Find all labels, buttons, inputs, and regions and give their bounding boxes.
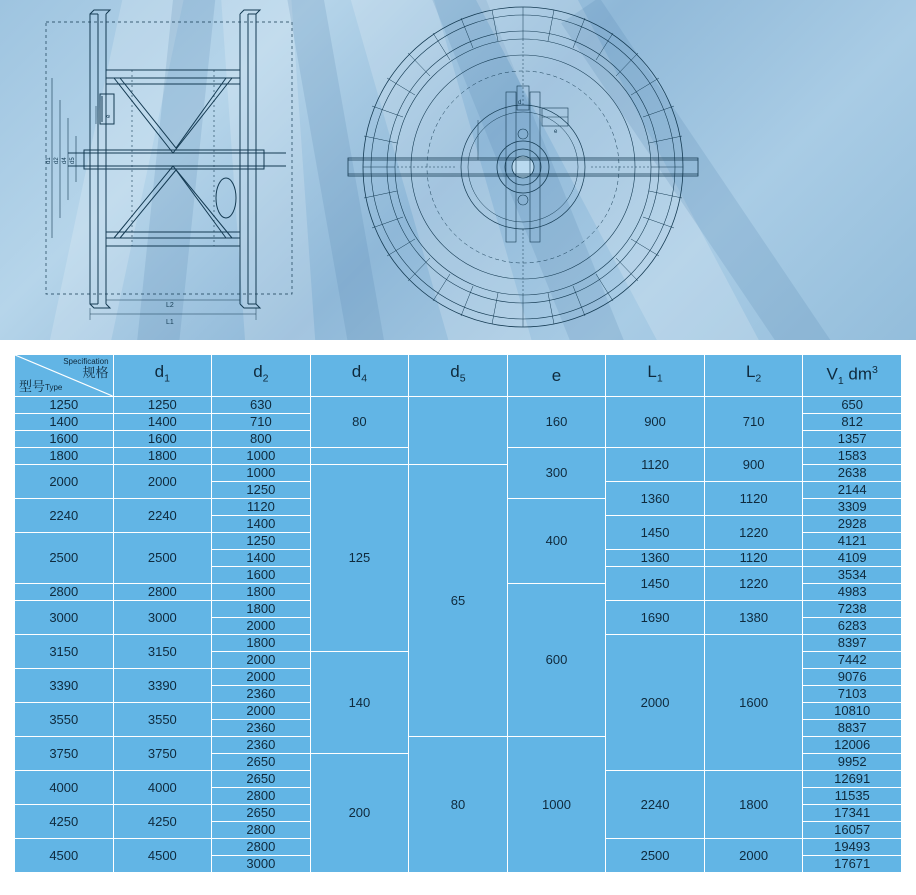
cell-d4: 200: [310, 754, 409, 873]
cell-d2: 1400: [212, 516, 311, 533]
cell-L1: 1690: [606, 601, 705, 635]
cell-L1: 1450: [606, 516, 705, 550]
cell-L2: 1800: [704, 771, 803, 839]
table-row: [15, 397, 902, 414]
cell-d2: 630: [212, 397, 311, 414]
cell-type: 2000: [15, 465, 114, 499]
cell-type: 1250: [15, 397, 114, 414]
cell-type: 1600: [15, 431, 114, 448]
cell-L2: 1220: [704, 567, 803, 601]
cell-V1: 2928: [803, 516, 902, 533]
cell-type: 4500: [15, 839, 114, 873]
cell-L2: 1120: [704, 482, 803, 516]
cell-V1: 7103: [803, 686, 902, 703]
header-specification-cn: 规格: [82, 365, 109, 380]
cell-d1: 4000: [113, 771, 212, 805]
header-L2: $L_2$: [704, 355, 803, 397]
cell-d2: 2650: [212, 754, 311, 771]
cell-d5: 65: [409, 465, 508, 737]
header-d1: $d_1$: [113, 355, 212, 397]
header-L1: $L_1$: [606, 355, 705, 397]
cell-V1: 3534: [803, 567, 902, 584]
cell-L2: 1220: [704, 516, 803, 550]
cell-d1: 2800: [113, 584, 212, 601]
cell-type: 4000: [15, 771, 114, 805]
dim-label-L1: L1: [166, 319, 174, 326]
cell-d2: 2000: [212, 652, 311, 669]
cell-d2: 1000: [212, 448, 311, 465]
cell-L1: 2000: [606, 635, 705, 771]
cell-d1: 4250: [113, 805, 212, 839]
cell-type: 3150: [15, 635, 114, 669]
cell-d2: 1000: [212, 465, 311, 482]
cell-d5: 80: [409, 737, 508, 873]
cell-d4: [310, 448, 409, 465]
cell-e: 1000: [507, 737, 606, 873]
cell-d1: 4500: [113, 839, 212, 873]
cell-e: 160: [507, 397, 606, 448]
cell-d4: 125: [310, 465, 409, 652]
cell-d2: 710: [212, 414, 311, 431]
side-elevation-drawing: [28, 8, 318, 326]
cell-L2: 1120: [704, 550, 803, 567]
header-d2: $d_2$: [212, 355, 311, 397]
cell-type: 3390: [15, 669, 114, 703]
cell-L2: 1600: [704, 635, 803, 771]
cell-d4: 80: [310, 397, 409, 448]
cell-d5: [409, 397, 508, 465]
cell-V1: 4109: [803, 550, 902, 567]
cell-type: 2240: [15, 499, 114, 533]
cell-e: 400: [507, 499, 606, 584]
cell-d2: 800: [212, 431, 311, 448]
cell-V1: 12691: [803, 771, 902, 788]
header-type-cn: 型号: [19, 379, 46, 394]
cell-e: 600: [507, 584, 606, 737]
header-type-en: Type: [45, 383, 63, 392]
cell-V1: 1357: [803, 431, 902, 448]
dim-label-d4: d4: [62, 157, 68, 164]
cell-d1: 3750: [113, 737, 212, 771]
cell-d1: 2240: [113, 499, 212, 533]
cell-d1: 2500: [113, 533, 212, 584]
cell-type: 3750: [15, 737, 114, 771]
cell-d2: 2800: [212, 839, 311, 856]
table-body: [15, 397, 902, 873]
cell-L2: 710: [704, 397, 803, 448]
cell-V1: 9952: [803, 754, 902, 771]
cell-d1: 3550: [113, 703, 212, 737]
cell-L1: 1360: [606, 550, 705, 567]
cell-type: 3550: [15, 703, 114, 737]
cell-d1: 1600: [113, 431, 212, 448]
cell-d1: 2000: [113, 465, 212, 499]
cell-V1: 650: [803, 397, 902, 414]
cell-V1: 4983: [803, 584, 902, 601]
cell-type: 4250: [15, 805, 114, 839]
cell-d1: 1250: [113, 397, 212, 414]
cell-d2: 2000: [212, 618, 311, 635]
cell-d2: 2800: [212, 822, 311, 839]
cell-V1: 16057: [803, 822, 902, 839]
header-V1: $V_1$ $dm^3$: [803, 355, 902, 397]
dim-label-d: d: [518, 100, 522, 106]
cell-d4: 140: [310, 652, 409, 754]
cell-d2: 2360: [212, 720, 311, 737]
cell-V1: 8397: [803, 635, 902, 652]
cell-L2: 2000: [704, 839, 803, 873]
cell-L1: 1450: [606, 567, 705, 601]
header-specification-en: Specification: [63, 357, 109, 366]
cell-type: 1800: [15, 448, 114, 465]
header-d5: $d_5$: [409, 355, 508, 397]
cell-L2: 1380: [704, 601, 803, 635]
cell-V1: 9076: [803, 669, 902, 686]
cell-d1: 1800: [113, 448, 212, 465]
cell-d2: 1250: [212, 533, 311, 550]
header-d4: $d_4$: [310, 355, 409, 397]
cell-d2: 1250: [212, 482, 311, 499]
cell-d2: 1120: [212, 499, 311, 516]
cell-d2: 3000: [212, 856, 311, 873]
cell-V1: 3309: [803, 499, 902, 516]
cell-V1: 4121: [803, 533, 902, 550]
cell-V1: 1583: [803, 448, 902, 465]
cell-L1: 1120: [606, 448, 705, 482]
cell-V1: 10810: [803, 703, 902, 720]
cell-d2: 2000: [212, 669, 311, 686]
cell-L2: 900: [704, 448, 803, 482]
cell-L1: 2500: [606, 839, 705, 873]
dim-label-d5: d5: [70, 157, 76, 164]
specification-table-wrapper: [0, 340, 916, 881]
cell-d2: 2000: [212, 703, 311, 720]
cell-V1: 17671: [803, 856, 902, 873]
cell-V1: 8837: [803, 720, 902, 737]
table-header-row: [15, 355, 902, 397]
cell-V1: 2144: [803, 482, 902, 499]
cell-type: 2500: [15, 533, 114, 584]
cell-d2: 2650: [212, 771, 311, 788]
technical-drawing-panel: [0, 0, 916, 340]
dim-label-d2: d2: [54, 157, 60, 164]
cell-e: 300: [507, 448, 606, 499]
cell-V1: 2638: [803, 465, 902, 482]
cell-d1: 3390: [113, 669, 212, 703]
cell-d2: 2650: [212, 805, 311, 822]
cell-d1: 1400: [113, 414, 212, 431]
cell-d2: 2360: [212, 737, 311, 754]
cell-d2: 1800: [212, 601, 311, 618]
cell-d1: 3000: [113, 601, 212, 635]
header-type-specification: [15, 355, 114, 397]
cell-L1: 900: [606, 397, 705, 448]
cell-V1: 11535: [803, 788, 902, 805]
cell-d2: 1600: [212, 567, 311, 584]
cell-L1: 2240: [606, 771, 705, 839]
cell-type: 1400: [15, 414, 114, 431]
cell-d2: 1400: [212, 550, 311, 567]
dim-label-e-front: e: [554, 129, 558, 135]
front-view-drawing: [318, 0, 738, 335]
cell-L1: 1360: [606, 482, 705, 516]
cell-type: 3000: [15, 601, 114, 635]
header-e: e: [507, 355, 606, 397]
cell-d1: 3150: [113, 635, 212, 669]
dim-label-d1: d1: [46, 157, 52, 164]
dim-label-L2: L2: [166, 302, 174, 309]
cell-V1: 6283: [803, 618, 902, 635]
cell-d2: 2800: [212, 788, 311, 805]
cell-V1: 7442: [803, 652, 902, 669]
cell-V1: 17341: [803, 805, 902, 822]
cell-V1: 7238: [803, 601, 902, 618]
cell-V1: 19493: [803, 839, 902, 856]
cell-V1: 12006: [803, 737, 902, 754]
cell-type: 2800: [15, 584, 114, 601]
cell-d2: 2360: [212, 686, 311, 703]
dim-label-e: e: [106, 114, 112, 118]
specification-table: [14, 354, 902, 873]
cell-d2: 1800: [212, 584, 311, 601]
cell-d2: 1800: [212, 635, 311, 652]
cell-V1: 812: [803, 414, 902, 431]
